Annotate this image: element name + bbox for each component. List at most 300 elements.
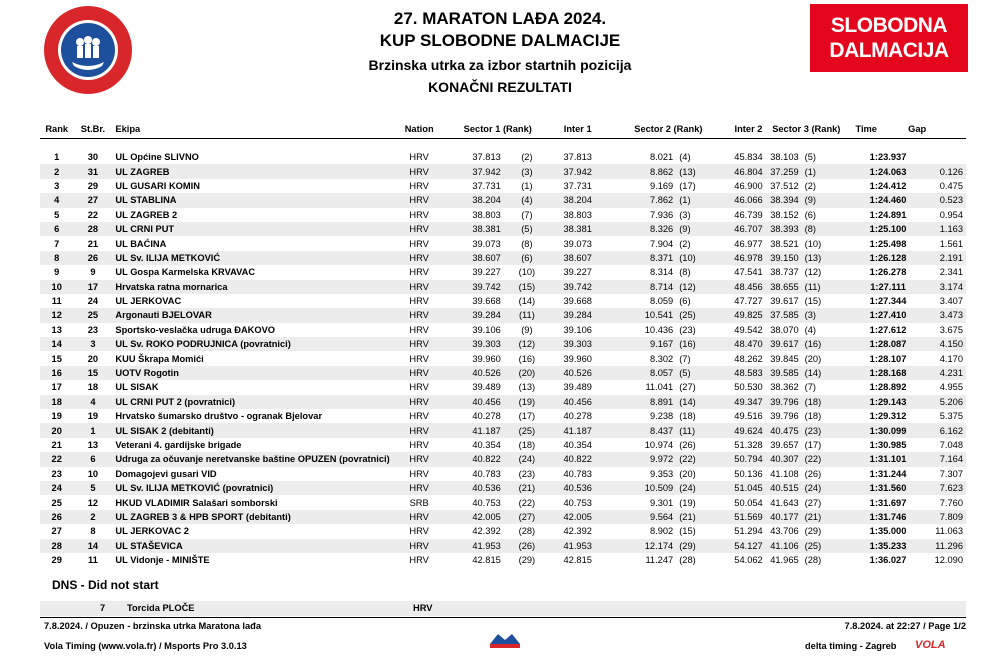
table-row — [40, 193, 966, 207]
cell-inter2: 46.739 — [734, 209, 763, 220]
table-row — [40, 553, 966, 567]
cell-sector3-rank: (29) — [804, 526, 822, 537]
cell-sector2: 7.862 — [605, 193, 676, 207]
cell-start-number: 25 — [73, 308, 112, 322]
cell-sector1-rank: (3) — [504, 164, 550, 178]
cell-sector1-rank: (8) — [521, 238, 533, 249]
cell-sector1: 37.813 — [472, 152, 501, 163]
cell-rank: 17 — [51, 382, 62, 393]
cell-inter1: 41.187 — [550, 423, 605, 437]
table-row — [40, 294, 966, 308]
table-row — [40, 179, 966, 193]
cell-start-number: 30 — [87, 152, 99, 163]
cell-nation: SRB — [409, 497, 429, 508]
cell-sector2: 10.541 — [605, 308, 676, 322]
cell-sector2-rank: (1) — [676, 193, 731, 207]
cell-time: 1:26.278 — [869, 267, 907, 278]
table-row — [40, 236, 966, 250]
cell-nation: HRV — [393, 308, 446, 322]
cell-sector1-rank: (26) — [504, 539, 550, 553]
cell-start-number: 9 — [90, 267, 96, 278]
col-inter1: Inter 1 — [563, 124, 592, 134]
cell-sector3-rank: (4) — [804, 324, 817, 335]
cell-sector1: 39.742 — [446, 280, 504, 294]
cell-gap: 1.163 — [929, 222, 966, 236]
cell-inter2: 46.977 — [734, 238, 763, 249]
cell-start-number: 18 — [87, 382, 99, 393]
cell-inter1: 39.284 — [550, 308, 605, 322]
cell-team: UL SISAK — [115, 382, 159, 393]
cell-inter2: 47.541 — [734, 267, 763, 278]
cell-nation: HRV — [409, 180, 429, 191]
cell-sector1-rank: (12) — [504, 337, 550, 351]
cell-sector3: 38.737 — [770, 267, 799, 278]
cell-nation: HRV — [409, 324, 429, 335]
cell-sector3: 37.585 — [766, 308, 802, 322]
cell-inter2: 51.569 — [731, 510, 765, 524]
cell-inter2: 46.707 — [731, 222, 765, 236]
cell-team: UL ZAGREB 2 — [115, 209, 178, 220]
cell-sector3: 41.643 — [770, 497, 799, 508]
cell-rank: 10 — [40, 280, 73, 294]
cell-nation: HRV — [393, 452, 446, 466]
cell-time: 1:36.027 — [869, 555, 907, 566]
cell-rank: 2 — [40, 164, 73, 178]
cell-inter2: 51.294 — [734, 526, 763, 537]
cell-inter1: 42.005 — [550, 510, 605, 524]
cell-rank: 8 — [40, 251, 73, 265]
cell-sector3: 38.521 — [770, 238, 799, 249]
cell-team: KUU Škrapa Momići — [115, 353, 204, 364]
dns-nation: HRV — [413, 603, 433, 613]
cell-team: Hrvatsko šumarsko društvo - ogranak Bjelovar — [115, 411, 323, 422]
cell-sector1: 40.783 — [472, 468, 501, 479]
cell-sector1-rank: (11) — [504, 308, 550, 322]
cell-sector3-rank: (23) — [802, 423, 847, 437]
table-row — [40, 222, 966, 236]
cell-sector2: 8.891 — [605, 395, 676, 409]
cell-sector3: 37.259 — [766, 164, 802, 178]
cell-rank: 20 — [40, 423, 73, 437]
cell-sector2: 9.301 — [649, 497, 674, 508]
cell-inter1: 40.354 — [563, 440, 592, 450]
cell-start-number: 26 — [73, 251, 112, 265]
table-row — [40, 452, 966, 466]
cell-gap: 4.170 — [939, 353, 963, 364]
cell-sector3: 39.617 — [766, 337, 802, 351]
cell-start-number: 11 — [88, 555, 98, 566]
cell-gap: 3.473 — [929, 308, 966, 322]
cell-sector3-rank: (13) — [802, 251, 847, 265]
cell-gap: 3.174 — [929, 280, 966, 294]
cell-sector1-rank: (1) — [521, 180, 533, 191]
cell-rank: 27 — [51, 526, 62, 537]
cell-sector2: 9.238 — [649, 411, 674, 422]
cell-inter2: 51.045 — [731, 481, 765, 495]
cell-rank: 5 — [54, 209, 60, 220]
cell-inter1: 40.278 — [563, 411, 592, 422]
cell-team: UL Općine SLIVNO — [115, 152, 199, 163]
cell-nation: HRV — [393, 280, 446, 294]
table-row — [40, 481, 966, 495]
cell-sector2-rank: (7) — [679, 353, 691, 364]
table-row — [40, 251, 966, 265]
cell-start-number: 21 — [87, 238, 99, 249]
cell-sector2-rank: (9) — [676, 222, 731, 236]
cell-inter1: 41.953 — [550, 539, 605, 553]
col-sector3: Sector 3 (Rank) — [772, 124, 841, 134]
cell-team: UL CRNI PUT — [112, 222, 392, 236]
cell-rank: 7 — [54, 238, 60, 249]
cell-sector3-rank: (3) — [802, 308, 847, 322]
cell-gap: 2.191 — [929, 251, 966, 265]
cell-inter1: 42.392 — [563, 526, 592, 537]
cell-sector2-rank: (27) — [679, 382, 696, 393]
cell-sector3: 40.475 — [766, 423, 802, 437]
table-row — [40, 539, 966, 553]
cell-team: UL CRNI PUT 2 (povratnici) — [112, 395, 392, 409]
maraton-lada-seal-icon — [42, 4, 134, 96]
cell-sector3-rank: (18) — [804, 411, 822, 422]
cell-sector3: 41.965 — [770, 555, 799, 566]
table-row — [40, 351, 966, 365]
cell-sector1: 40.753 — [472, 497, 501, 508]
cell-inter1: 39.668 — [563, 296, 592, 307]
cell-sector3-rank: (26) — [804, 468, 822, 479]
cell-time: 1:26.128 — [847, 251, 929, 265]
cell-sector1: 39.489 — [472, 382, 501, 393]
cell-inter1: 39.303 — [550, 337, 605, 351]
cell-inter2: 50.530 — [734, 382, 763, 393]
cell-sector3-rank: (9) — [802, 193, 847, 207]
cell-sector2-rank: (18) — [679, 411, 696, 422]
cell-start-number: 17 — [73, 280, 112, 294]
dns-team: Torcida PLOČE — [127, 603, 195, 613]
cell-start-number: 29 — [87, 180, 99, 191]
cell-time: 1:27.111 — [847, 280, 929, 294]
cell-sector1-rank: (13) — [518, 382, 536, 393]
table-row — [40, 467, 966, 481]
cell-sector2: 8.302 — [649, 353, 674, 364]
cell-gap: 4.150 — [929, 337, 966, 351]
cell-inter2: 50.136 — [734, 468, 763, 479]
cell-start-number: 28 — [73, 222, 112, 236]
cell-inter2: 48.262 — [734, 353, 763, 364]
cell-nation: HRV — [393, 423, 446, 437]
cell-gap: 0.954 — [939, 209, 963, 220]
cell-team: UL Sv. ROKO PODRUJNICA (povratnici) — [112, 337, 392, 351]
table-row — [40, 265, 966, 279]
cell-rank: 22 — [40, 452, 73, 466]
cell-sector2: 8.437 — [605, 423, 676, 437]
cell-sector1-rank: (19) — [504, 395, 550, 409]
cell-sector1: 39.073 — [472, 238, 501, 249]
cell-sector1-rank: (20) — [504, 366, 550, 380]
cell-sector3-rank: (2) — [804, 180, 817, 191]
cell-sector1: 40.536 — [446, 481, 504, 495]
cell-sector2-rank: (13) — [676, 164, 731, 178]
event-title: 27. MARATON LAĐA 2024. — [393, 9, 607, 28]
cell-start-number: 2 — [73, 510, 112, 524]
cell-nation: HRV — [393, 193, 446, 207]
cell-start-number: 27 — [73, 193, 112, 207]
cell-gap: 0.523 — [929, 193, 966, 207]
cell-sector2: 8.326 — [605, 222, 676, 236]
cell-sector2-rank: (17) — [679, 180, 696, 191]
cell-sector1-rank: (16) — [518, 353, 536, 364]
cell-sector1-rank: (22) — [518, 497, 536, 508]
cell-sector3: 38.070 — [770, 324, 799, 335]
cell-rank: 18 — [40, 395, 73, 409]
cell-sector3-rank: (16) — [802, 337, 847, 351]
cell-sector3: 40.515 — [766, 481, 802, 495]
cell-gap: 11.296 — [929, 539, 966, 553]
cell-sector1-rank: (29) — [518, 555, 536, 566]
cell-inter1: 38.204 — [550, 193, 605, 207]
vola-logo: VOLA — [915, 639, 946, 651]
cell-start-number: 13 — [87, 440, 99, 450]
cell-sector3: 39.585 — [766, 366, 802, 380]
cell-sector3: 43.706 — [770, 526, 799, 537]
cell-sector3: 39.796 — [770, 411, 799, 422]
cell-time: 1:27.344 — [869, 296, 907, 307]
cell-sector2-rank: (12) — [676, 280, 731, 294]
cell-gap: 0.126 — [929, 164, 966, 178]
cell-sector1: 38.381 — [446, 222, 504, 236]
cell-time: 1:28.892 — [869, 382, 907, 393]
cell-sector3-rank: (1) — [802, 164, 847, 178]
results-title: KONAČNI REZULTATI — [428, 79, 572, 95]
cell-sector1: 38.204 — [446, 193, 504, 207]
col-team: Ekipa — [115, 124, 141, 134]
cell-sector1-rank: (7) — [521, 209, 533, 220]
cell-sector1: 40.526 — [446, 366, 504, 380]
cell-sector1-rank: (17) — [518, 411, 536, 422]
cell-sector2: 8.057 — [605, 366, 676, 380]
cell-sector1-rank: (6) — [504, 251, 550, 265]
cell-sector1: 42.005 — [446, 510, 504, 524]
cell-time: 1:31.244 — [869, 468, 907, 479]
cell-gap: 3.407 — [939, 296, 963, 307]
cell-rank: 3 — [54, 180, 60, 191]
cell-sector2-rank: (15) — [679, 526, 696, 537]
cell-sector3-rank: (12) — [804, 267, 822, 278]
cell-sector3-rank: (17) — [804, 440, 822, 450]
cell-time: 1:31.560 — [847, 481, 929, 495]
cell-sector3: 38.394 — [766, 193, 802, 207]
cell-nation: HRV — [409, 440, 429, 450]
cell-time: 1:28.107 — [869, 353, 907, 364]
cell-inter2: 48.583 — [731, 366, 765, 380]
col-time: Time — [855, 124, 877, 134]
cell-time: 1:29.312 — [869, 411, 907, 422]
cell-sector2: 8.059 — [649, 296, 674, 307]
cell-inter2: 50.054 — [734, 497, 763, 508]
cell-sector1: 39.106 — [472, 324, 501, 335]
cell-sector2: 9.564 — [605, 510, 676, 524]
cell-gap: 4.231 — [929, 366, 966, 380]
cell-team: UL ZAGREB 3 & HPB SPORT (debitanti) — [112, 510, 392, 524]
cell-gap: 3.675 — [939, 324, 963, 335]
cell-inter1: 38.803 — [563, 209, 592, 220]
timing-logo-icon — [488, 630, 522, 650]
cell-start-number: 23 — [87, 324, 99, 335]
cell-team: UL JERKOVAC 2 — [115, 526, 189, 537]
cell-inter1: 38.381 — [550, 222, 605, 236]
cell-inter1: 37.731 — [563, 180, 592, 191]
cell-team: Hrvatska ratna mornarica — [112, 280, 392, 294]
cell-sector2: 10.509 — [605, 481, 676, 495]
cell-inter2: 49.825 — [731, 308, 765, 322]
cell-sector3-rank: (15) — [804, 296, 822, 307]
cell-sector1-rank: (25) — [504, 423, 550, 437]
table-row — [40, 323, 966, 337]
cell-sector2-rank: (21) — [676, 510, 731, 524]
cell-inter1: 42.815 — [563, 555, 592, 566]
cell-sector1: 41.953 — [446, 539, 504, 553]
cell-time: 1:24.460 — [847, 193, 929, 207]
cell-team: UL Sv. ILIJA METKOVIĆ (povratnici) — [112, 481, 392, 495]
cell-sector3: 37.512 — [770, 180, 799, 191]
cell-team: HKUD VLADIMIR Salašari somborski — [115, 497, 278, 508]
cell-nation: HRV — [409, 267, 429, 278]
cell-sector3-rank: (14) — [802, 366, 847, 380]
cell-rank: 16 — [40, 366, 73, 380]
cell-sector3-rank: (10) — [804, 238, 822, 249]
cell-sector1: 41.187 — [446, 423, 504, 437]
cell-inter1: 39.106 — [563, 324, 592, 335]
cell-team: UL SISAK 2 (debitanti) — [112, 423, 392, 437]
cell-time: 1:27.410 — [847, 308, 929, 322]
cell-inter1: 37.813 — [563, 152, 592, 163]
cell-team: UL JERKOVAC — [115, 296, 182, 307]
cell-gap: 6.162 — [929, 423, 966, 437]
cell-nation: HRV — [409, 555, 429, 566]
cell-inter1: 40.822 — [550, 452, 605, 466]
cell-gap: 7.760 — [939, 497, 963, 508]
cell-sector2-rank: (24) — [676, 481, 731, 495]
cell-sector3: 39.845 — [770, 353, 799, 364]
cell-sector2: 8.902 — [649, 526, 674, 537]
cell-time: 1:24.412 — [869, 180, 907, 191]
cell-gap: 5.206 — [929, 395, 966, 409]
cell-gap: 7.809 — [929, 510, 966, 524]
cell-sector2-rank: (23) — [679, 324, 696, 335]
cell-sector3: 40.307 — [766, 452, 802, 466]
cell-time: 1:35.233 — [847, 539, 929, 553]
cell-start-number: 1 — [73, 423, 112, 437]
cell-team: UL Sv. ILIJA METKOVIĆ — [112, 251, 392, 265]
cell-inter2: 48.470 — [731, 337, 765, 351]
cell-inter2: 54.127 — [731, 539, 765, 553]
cell-time: 1:31.697 — [869, 497, 907, 508]
cell-sector2-rank: (26) — [679, 440, 696, 450]
cell-inter2: 49.542 — [734, 324, 763, 335]
cell-start-number: 22 — [87, 209, 99, 220]
cell-sector1-rank: (21) — [504, 481, 550, 495]
cell-sector1-rank: (14) — [518, 296, 536, 307]
cell-inter2: 47.727 — [734, 296, 763, 307]
cell-inter2: 49.624 — [731, 423, 765, 437]
table-row — [40, 308, 966, 322]
cell-sector1: 40.278 — [472, 411, 501, 422]
cell-sector1: 37.942 — [446, 164, 504, 178]
cell-sector2-rank: (14) — [676, 395, 731, 409]
cell-inter2: 46.066 — [731, 193, 765, 207]
cell-rank: 26 — [40, 510, 73, 524]
cell-inter1: 40.536 — [550, 481, 605, 495]
footer-divider — [40, 617, 966, 618]
cell-sector2: 7.904 — [649, 238, 674, 249]
cell-sector3-rank: (27) — [804, 497, 822, 508]
cell-sector3-rank: (28) — [804, 555, 822, 566]
cell-inter1: 40.456 — [550, 395, 605, 409]
cell-rank: 29 — [51, 555, 62, 566]
cell-sector2: 9.353 — [649, 468, 674, 479]
cell-time: 1:24.063 — [847, 164, 929, 178]
cell-sector3: 38.362 — [770, 382, 799, 393]
cell-nation: HRV — [393, 395, 446, 409]
cell-start-number: 24 — [87, 296, 99, 307]
cell-sector3-rank: (18) — [802, 395, 847, 409]
cell-rank: 13 — [51, 324, 62, 335]
cell-sector3: 41.106 — [766, 539, 802, 553]
cell-start-number: 10 — [87, 468, 99, 479]
cell-inter1: 39.227 — [563, 267, 592, 278]
cell-gap: 2.341 — [939, 267, 963, 278]
cell-rank: 19 — [51, 411, 62, 422]
cell-sector3-rank: (24) — [802, 481, 847, 495]
cell-sector1-rank: (9) — [521, 324, 533, 335]
cell-sector2-rank: (19) — [679, 497, 696, 508]
cell-inter2: 48.456 — [731, 280, 765, 294]
cell-gap: 7.623 — [929, 481, 966, 495]
cell-rank: 14 — [40, 337, 73, 351]
cell-sector1: 39.668 — [472, 296, 501, 307]
cell-sector2: 7.936 — [649, 209, 674, 220]
cell-rank: 25 — [51, 497, 62, 508]
cell-gap: 4.955 — [939, 382, 963, 393]
cell-team: UL Gospa Karmelska KRVAVAC — [115, 267, 256, 278]
cell-gap — [929, 150, 966, 164]
cell-nation: HRV — [409, 468, 429, 479]
cell-team: Veterani 4. gardijske brigade — [115, 440, 242, 450]
cell-sector3-rank: (5) — [804, 152, 817, 163]
cell-sector3-rank: (21) — [802, 510, 847, 524]
cell-sector3: 39.150 — [766, 251, 802, 265]
cell-sector2: 8.862 — [605, 164, 676, 178]
table-row — [40, 150, 966, 164]
cell-nation: HRV — [393, 222, 446, 236]
cell-time: 1:29.143 — [847, 395, 929, 409]
cell-start-number: 3 — [73, 337, 112, 351]
cell-sector2: 9.169 — [649, 180, 674, 191]
cell-sector2-rank: (8) — [679, 267, 691, 278]
cell-inter1: 39.742 — [550, 280, 605, 294]
cell-start-number: 15 — [73, 366, 112, 380]
cell-sector1-rank: (4) — [504, 193, 550, 207]
cell-gap: 11.063 — [935, 526, 963, 537]
cell-sector3-rank: (6) — [804, 209, 817, 220]
cell-start-number: 6 — [73, 452, 112, 466]
cell-rank: 24 — [40, 481, 73, 495]
cell-sector3: 38.103 — [770, 152, 799, 163]
cell-sector2: 11.041 — [645, 382, 674, 393]
col-sector2: Sector 2 (Rank) — [634, 124, 703, 134]
cell-sector2-rank: (20) — [679, 468, 696, 479]
footer-event-info: 7.8.2024. / Opuzen - brzinska utrka Maratona lađa — [44, 621, 262, 631]
table-row — [40, 164, 966, 178]
